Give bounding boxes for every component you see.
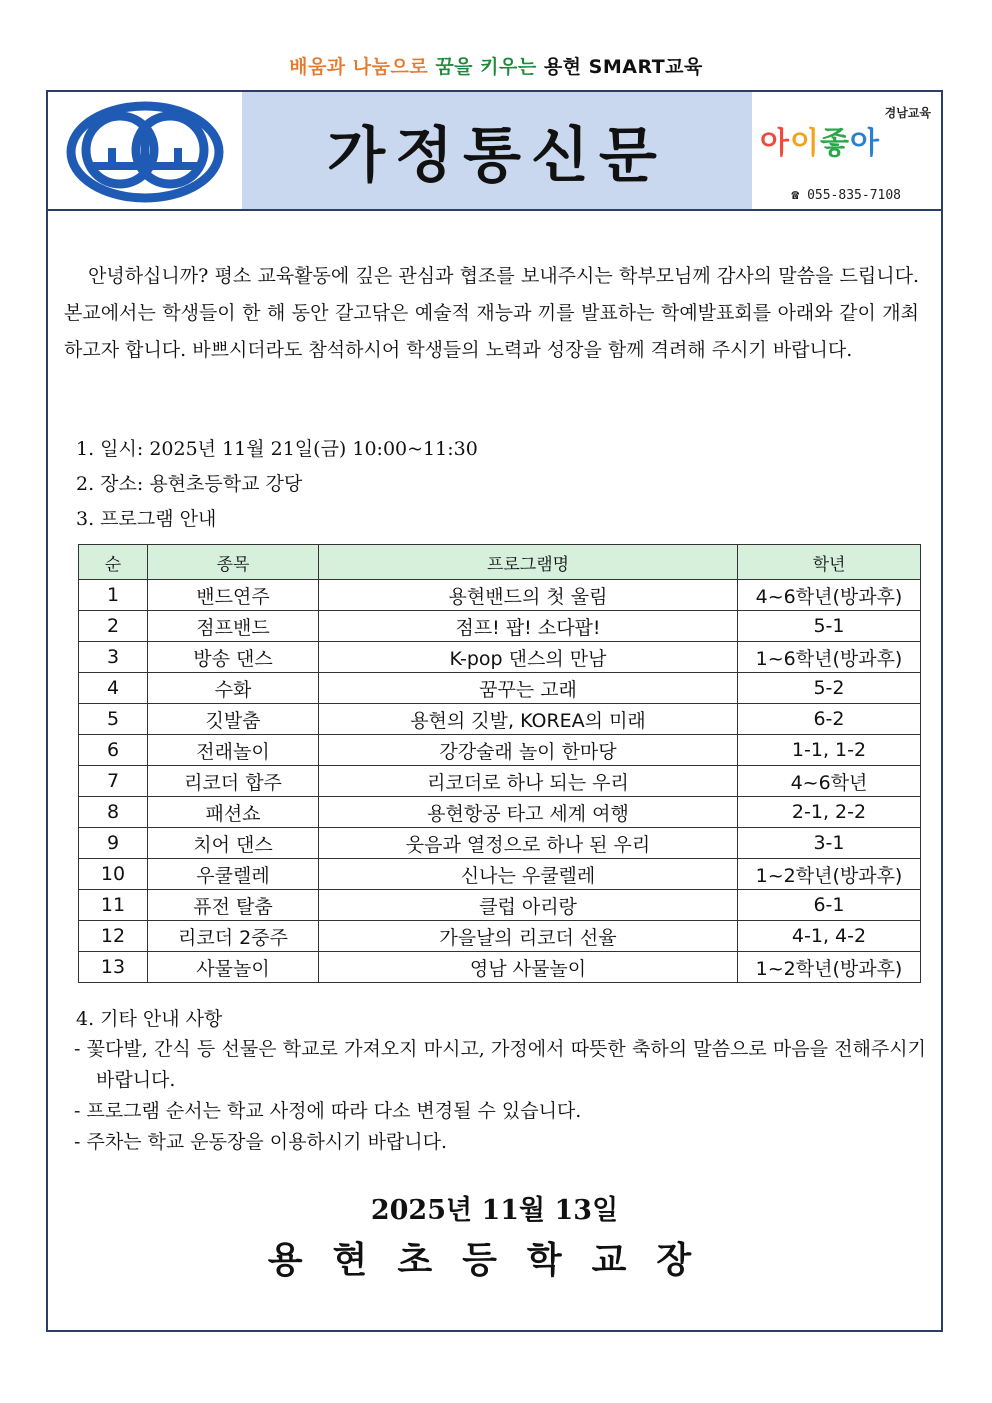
- table-header-row: [79, 545, 921, 580]
- cell-order: 7: [79, 766, 148, 797]
- title-banner: [242, 92, 752, 209]
- table-row: [79, 797, 921, 828]
- table-row: [79, 921, 921, 952]
- cell-category: 패션쇼: [148, 797, 319, 828]
- cell-grade: 5-2: [738, 673, 921, 704]
- cell-grade: 4-1, 4-2: [738, 921, 921, 952]
- header-order: 순: [79, 545, 148, 580]
- page-title: 가정통신문: [327, 120, 667, 191]
- cell-program-name: 리코더로 하나 되는 우리: [319, 766, 738, 797]
- cell-program-name: 용현항공 타고 세계 여행: [319, 797, 738, 828]
- cell-program-name: 가을날의 리코더 선율: [319, 921, 738, 952]
- cell-category: 방송 댄스: [148, 642, 319, 673]
- cell-grade: 5-1: [738, 611, 921, 642]
- cell-category: 사물놀이: [148, 952, 319, 983]
- school-logo: [48, 92, 242, 209]
- table-row: [79, 859, 921, 890]
- cell-program-name: 용현의 깃발, KOREA의 미래: [319, 704, 738, 735]
- notes-list: [74, 1034, 926, 1158]
- cell-category: 전래놀이: [148, 735, 319, 766]
- header: [48, 92, 941, 211]
- cell-category: 우쿨렐레: [148, 859, 319, 890]
- cell-program-name: 점프! 팝! 소다팝!: [319, 611, 738, 642]
- cell-program-name: 꿈꾸는 고래: [319, 673, 738, 704]
- brand-label: 경남교육: [884, 106, 931, 120]
- cell-grade: 4~6학년(방과후): [738, 580, 921, 611]
- slogan-part2: 꿈을 키우는: [435, 56, 537, 78]
- signer: 용현초등학교장: [267, 1239, 722, 1281]
- table-row: [79, 642, 921, 673]
- cell-program-name: K-pop 댄스의 만남: [319, 642, 738, 673]
- table-row: [79, 673, 921, 704]
- note-item: - 꽃다발, 간식 등 선물은 학교로 가져오지 마시고, 가정에서 따뜻한 축하의 말씀으로 마음을 전해주시기 바랍니다.: [74, 1038, 926, 1091]
- slogan-part3: 용현 SMART교육: [543, 56, 703, 78]
- table-row: [79, 611, 921, 642]
- cell-order: 3: [79, 642, 148, 673]
- item-program: 3. 프로그램 안내: [76, 508, 217, 530]
- cell-program-name: 영남 사물놀이: [319, 952, 738, 983]
- cell-order: 4: [79, 673, 148, 704]
- cell-order: 1: [79, 580, 148, 611]
- cell-order: 6: [79, 735, 148, 766]
- newsletter-frame: [46, 90, 943, 1332]
- cell-category: 수화: [148, 673, 319, 704]
- cell-program-name: 강강술래 놀이 한마당: [319, 735, 738, 766]
- cell-category: 리코더 2중주: [148, 921, 319, 952]
- note-item: - 주차는 학교 운동장을 이용하시기 바랍니다.: [74, 1131, 448, 1153]
- header-program-name: 프로그램명: [319, 545, 738, 580]
- school-emblem-icon: [48, 92, 242, 209]
- brand-area: [752, 92, 941, 209]
- cell-program-name: 신나는 우쿨렐레: [319, 859, 738, 890]
- cell-category: 리코더 합주: [148, 766, 319, 797]
- cell-grade: 2-1, 2-2: [738, 797, 921, 828]
- table-row: [79, 828, 921, 859]
- cell-grade: 1-1, 1-2: [738, 735, 921, 766]
- table-row: [79, 766, 921, 797]
- intro-paragraph: 안녕하십니까? 평소 교육활동에 깊은 관심과 협조를 보내주시는 학부모님께 감사의 말씀을 드립니다. 본교에서는 학생들이 한 해 동안 갈고닦은 예술적 재능과 끼를 발표하는 학예발표회를 아래와 같이 개최하고자 합니다. 바쁘시더라도 참석하시어 학생들의 노력과 성장을 함께 격려해 주시기 바랍니다.: [64, 265, 919, 361]
- table-row: [79, 580, 921, 611]
- cell-order: 11: [79, 890, 148, 921]
- item-place: 2. 장소: 용현초등학교 강당: [76, 473, 303, 495]
- header-category: 종목: [148, 545, 319, 580]
- etc-title: 4. 기타 안내 사항: [76, 1008, 223, 1030]
- cell-grade: 4~6학년: [738, 766, 921, 797]
- cell-order: 10: [79, 859, 148, 890]
- cell-program-name: 클럽 아리랑: [319, 890, 738, 921]
- table-row: [79, 952, 921, 983]
- cell-order: 13: [79, 952, 148, 983]
- cell-grade: 6-1: [738, 890, 921, 921]
- cell-category: 깃발춤: [148, 704, 319, 735]
- cell-category: 치어 댄스: [148, 828, 319, 859]
- header-grade: 학년: [738, 545, 921, 580]
- cell-order: 2: [79, 611, 148, 642]
- cell-grade: 6-2: [738, 704, 921, 735]
- table-row: [79, 735, 921, 766]
- slogan-part1: 배움과 나눔으로: [289, 56, 429, 78]
- note-item: - 프로그램 순서는 학교 사정에 따라 다소 변경될 수 있습니다.: [74, 1100, 582, 1122]
- cell-order: 8: [79, 797, 148, 828]
- cell-order: 12: [79, 921, 148, 952]
- cell-category: 점프밴드: [148, 611, 319, 642]
- cell-grade: 1~6학년(방과후): [738, 642, 921, 673]
- slogan: [0, 52, 992, 79]
- brand-logo: 아이좋아: [760, 126, 880, 161]
- cell-program-name: 용현밴드의 첫 울림: [319, 580, 738, 611]
- cell-program-name: 웃음과 열정으로 하나 된 우리: [319, 828, 738, 859]
- cell-order: 5: [79, 704, 148, 735]
- cell-grade: 3-1: [738, 828, 921, 859]
- item-date: 1. 일시: 2025년 11월 21일(금) 10:00~11:30: [76, 438, 478, 460]
- table-row: [79, 704, 921, 735]
- phone-number: ☎ 055-835-7108: [791, 188, 901, 203]
- cell-grade: 1~2학년(방과후): [738, 952, 921, 983]
- cell-order: 9: [79, 828, 148, 859]
- table-row: [79, 890, 921, 921]
- program-table: [78, 544, 921, 983]
- issue-date: 2025년 11월 13일: [370, 1195, 619, 1226]
- cell-category: 밴드연주: [148, 580, 319, 611]
- cell-category: 퓨전 탈춤: [148, 890, 319, 921]
- cell-grade: 1~2학년(방과후): [738, 859, 921, 890]
